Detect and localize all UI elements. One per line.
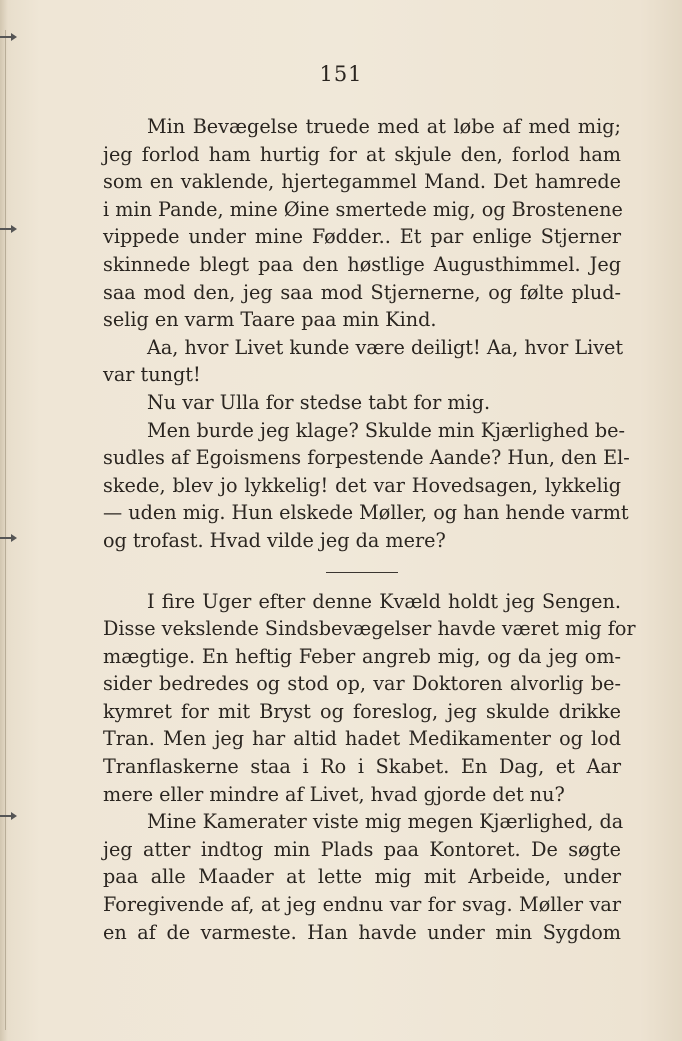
margin-arrow-icon <box>0 815 14 817</box>
text-line: Foregivende af, at jeg endnu var for svag. Møller var <box>103 893 621 917</box>
page-number: 151 <box>319 62 363 86</box>
text-line: Men burde jeg klage? Skulde min Kjærlighed be- <box>147 418 625 442</box>
text-line: og trofast. Hvad vilde jeg da mere? <box>103 528 446 552</box>
text-line: Tranflaskerne staa i Ro i Skabet. En Dag, et Aar <box>103 755 621 779</box>
text-line: skede, blev jo lykkelig! det var Hovedsagen, lykkelig <box>103 473 621 497</box>
text-line: jeg forlod ham hurtig for at skjule den, forlod ham <box>103 142 621 166</box>
text-line: i min Pande, mine Øine smertede mig, og Brostenene <box>103 197 623 221</box>
section-divider <box>326 572 398 573</box>
text-line: Aa, hvor Livet kunde være deiligt! Aa, hvor Livet <box>147 335 624 359</box>
text-line: selig en varm Taare paa min Kind. <box>103 308 437 332</box>
text-line: en af de varmeste. Han havde under min Sygdom <box>103 920 621 944</box>
text-line: saa mod den, jeg saa mod Stjernerne, og følte plud- <box>103 280 621 304</box>
text-line: mere eller mindre af Livet, hvad gjorde det nu? <box>103 782 565 806</box>
paragraph <box>103 417 630 555</box>
paragraph <box>103 334 624 389</box>
text-line: mægtige. En heftig Feber angreb mig, og da jeg om- <box>103 644 621 668</box>
margin-arrow-icon <box>0 36 14 38</box>
text-line: sudles af Egoismens forpestende Aande? Hun, den El- <box>103 446 630 470</box>
paragraph <box>103 588 636 809</box>
text-line: — uden mig. Hun elskede Møller, og han hende varmt <box>103 501 629 525</box>
text-line: Disse vekslende Sindsbevægelser havde været mig for <box>103 617 636 641</box>
text-line: vippede under mine Fødder.. Et par enlige Stjerner <box>103 225 621 249</box>
page-edge-line <box>5 30 6 1030</box>
text-line: Nu var Ulla for stedse tabt for mig. <box>147 390 491 414</box>
text-line: sider bedredes og stod op, var Doktoren alvorlig be- <box>103 672 621 696</box>
paragraph <box>103 113 621 334</box>
text-line: paa alle Maader at lette mig mit Arbeide, under <box>103 865 621 889</box>
text-line: kymret for mit Bryst og foreslog, jeg skulde drikke <box>103 699 621 723</box>
text-line: Tran. Men jeg har altid hadet Medikamenter og lod <box>103 727 621 751</box>
text-line: jeg atter indtog min Plads paa Kontoret. De søgte <box>103 837 621 861</box>
paragraph <box>103 389 621 417</box>
text-line: I fire Uger efter denne Kvæld holdt jeg Sengen. <box>147 589 621 613</box>
text-line: Mine Kamerater viste mig megen Kjærlighed, da <box>147 810 624 834</box>
text-line: var tungt! <box>103 363 201 387</box>
margin-arrow-icon <box>0 537 14 539</box>
margin-arrow-icon <box>0 228 14 230</box>
body-text <box>103 113 636 946</box>
text-line: som en vaklende, hjertegammel Mand. Det hamrede <box>103 170 621 194</box>
text-line: Min Bevægelse truede med at løbe af med mig; <box>147 115 621 138</box>
text-line: skinnede blegt paa den høstlige Augusthimmel. Jeg <box>103 252 621 276</box>
page-binding-edge <box>0 0 8 1041</box>
paragraph <box>103 808 624 946</box>
